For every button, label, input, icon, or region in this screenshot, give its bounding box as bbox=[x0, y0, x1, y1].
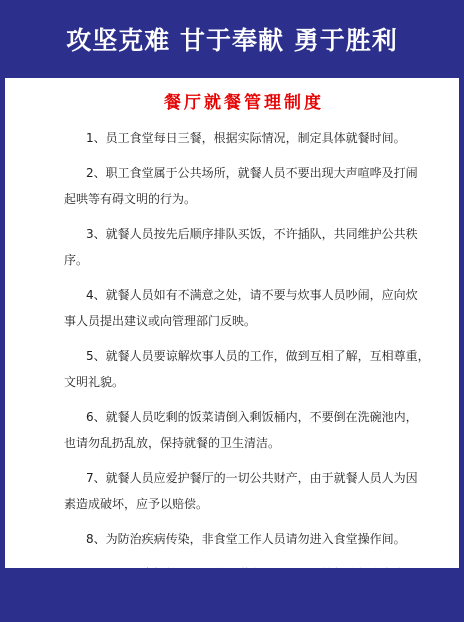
rule-item-1 bbox=[64, 125, 424, 151]
rule-continuation: 文明礼貌。 bbox=[64, 375, 125, 389]
bottom-banner bbox=[0, 568, 464, 622]
top-banner bbox=[0, 0, 464, 78]
rule-text: 5、就餐人员要谅解炊事人员的工作，做到互相了解，互相尊重， bbox=[86, 349, 430, 363]
rule-item-3 bbox=[64, 221, 424, 273]
rule-text: 6、就餐人员吃剩的饭菜请倒入剩饭桶内，不要倒在洗碗池内， bbox=[86, 410, 418, 424]
rule-item-2 bbox=[64, 160, 424, 212]
rule-text: 2、职工食堂属于公共场所，就餐人员不要出现大声喧哗及打闹 bbox=[86, 166, 418, 180]
rule-text: 7、就餐人员应爱护餐厅的一切公共财产，由于就餐人员人为因 bbox=[86, 471, 418, 485]
rule-item-5 bbox=[64, 343, 430, 395]
slogan-text: 攻坚克难 甘于奉献 勇于胜利 bbox=[66, 26, 398, 55]
rule-continuation: 起哄等有碍文明的行为。 bbox=[64, 192, 197, 206]
document-title: 餐厅就餐管理制度 bbox=[164, 93, 324, 113]
rule-item-8 bbox=[64, 526, 424, 552]
rule-text: 3、就餐人员按先后顺序排队买饭，不许插队，共同维护公共秩 bbox=[86, 227, 418, 241]
rule-continuation: 序。 bbox=[64, 253, 89, 267]
right-border bbox=[459, 78, 464, 568]
rules-content bbox=[64, 78, 430, 566]
rule-text: 8、为防治疾病传染，非食堂工作人员请勿进入食堂操作间。 bbox=[86, 532, 406, 546]
rule-item-7 bbox=[64, 465, 424, 517]
rule-text: 4、就餐人员如有不满意之处，请不要与炊事人员吵闹，应向炊 bbox=[86, 288, 418, 302]
rule-continuation: 素造成破坏，应予以赔偿。 bbox=[64, 497, 209, 511]
rule-item-6 bbox=[64, 404, 424, 456]
rule-item-4 bbox=[64, 282, 424, 334]
rule-continuation: 事人员提出建议或向管理部门反映。 bbox=[64, 314, 257, 328]
rule-text: 1、员工食堂每日三餐，根据实际情况，制定具体就餐时间。 bbox=[86, 131, 406, 145]
left-border bbox=[0, 78, 5, 568]
rule-continuation: 也请勿乱扔乱放，保持就餐的卫生清洁。 bbox=[64, 436, 281, 450]
